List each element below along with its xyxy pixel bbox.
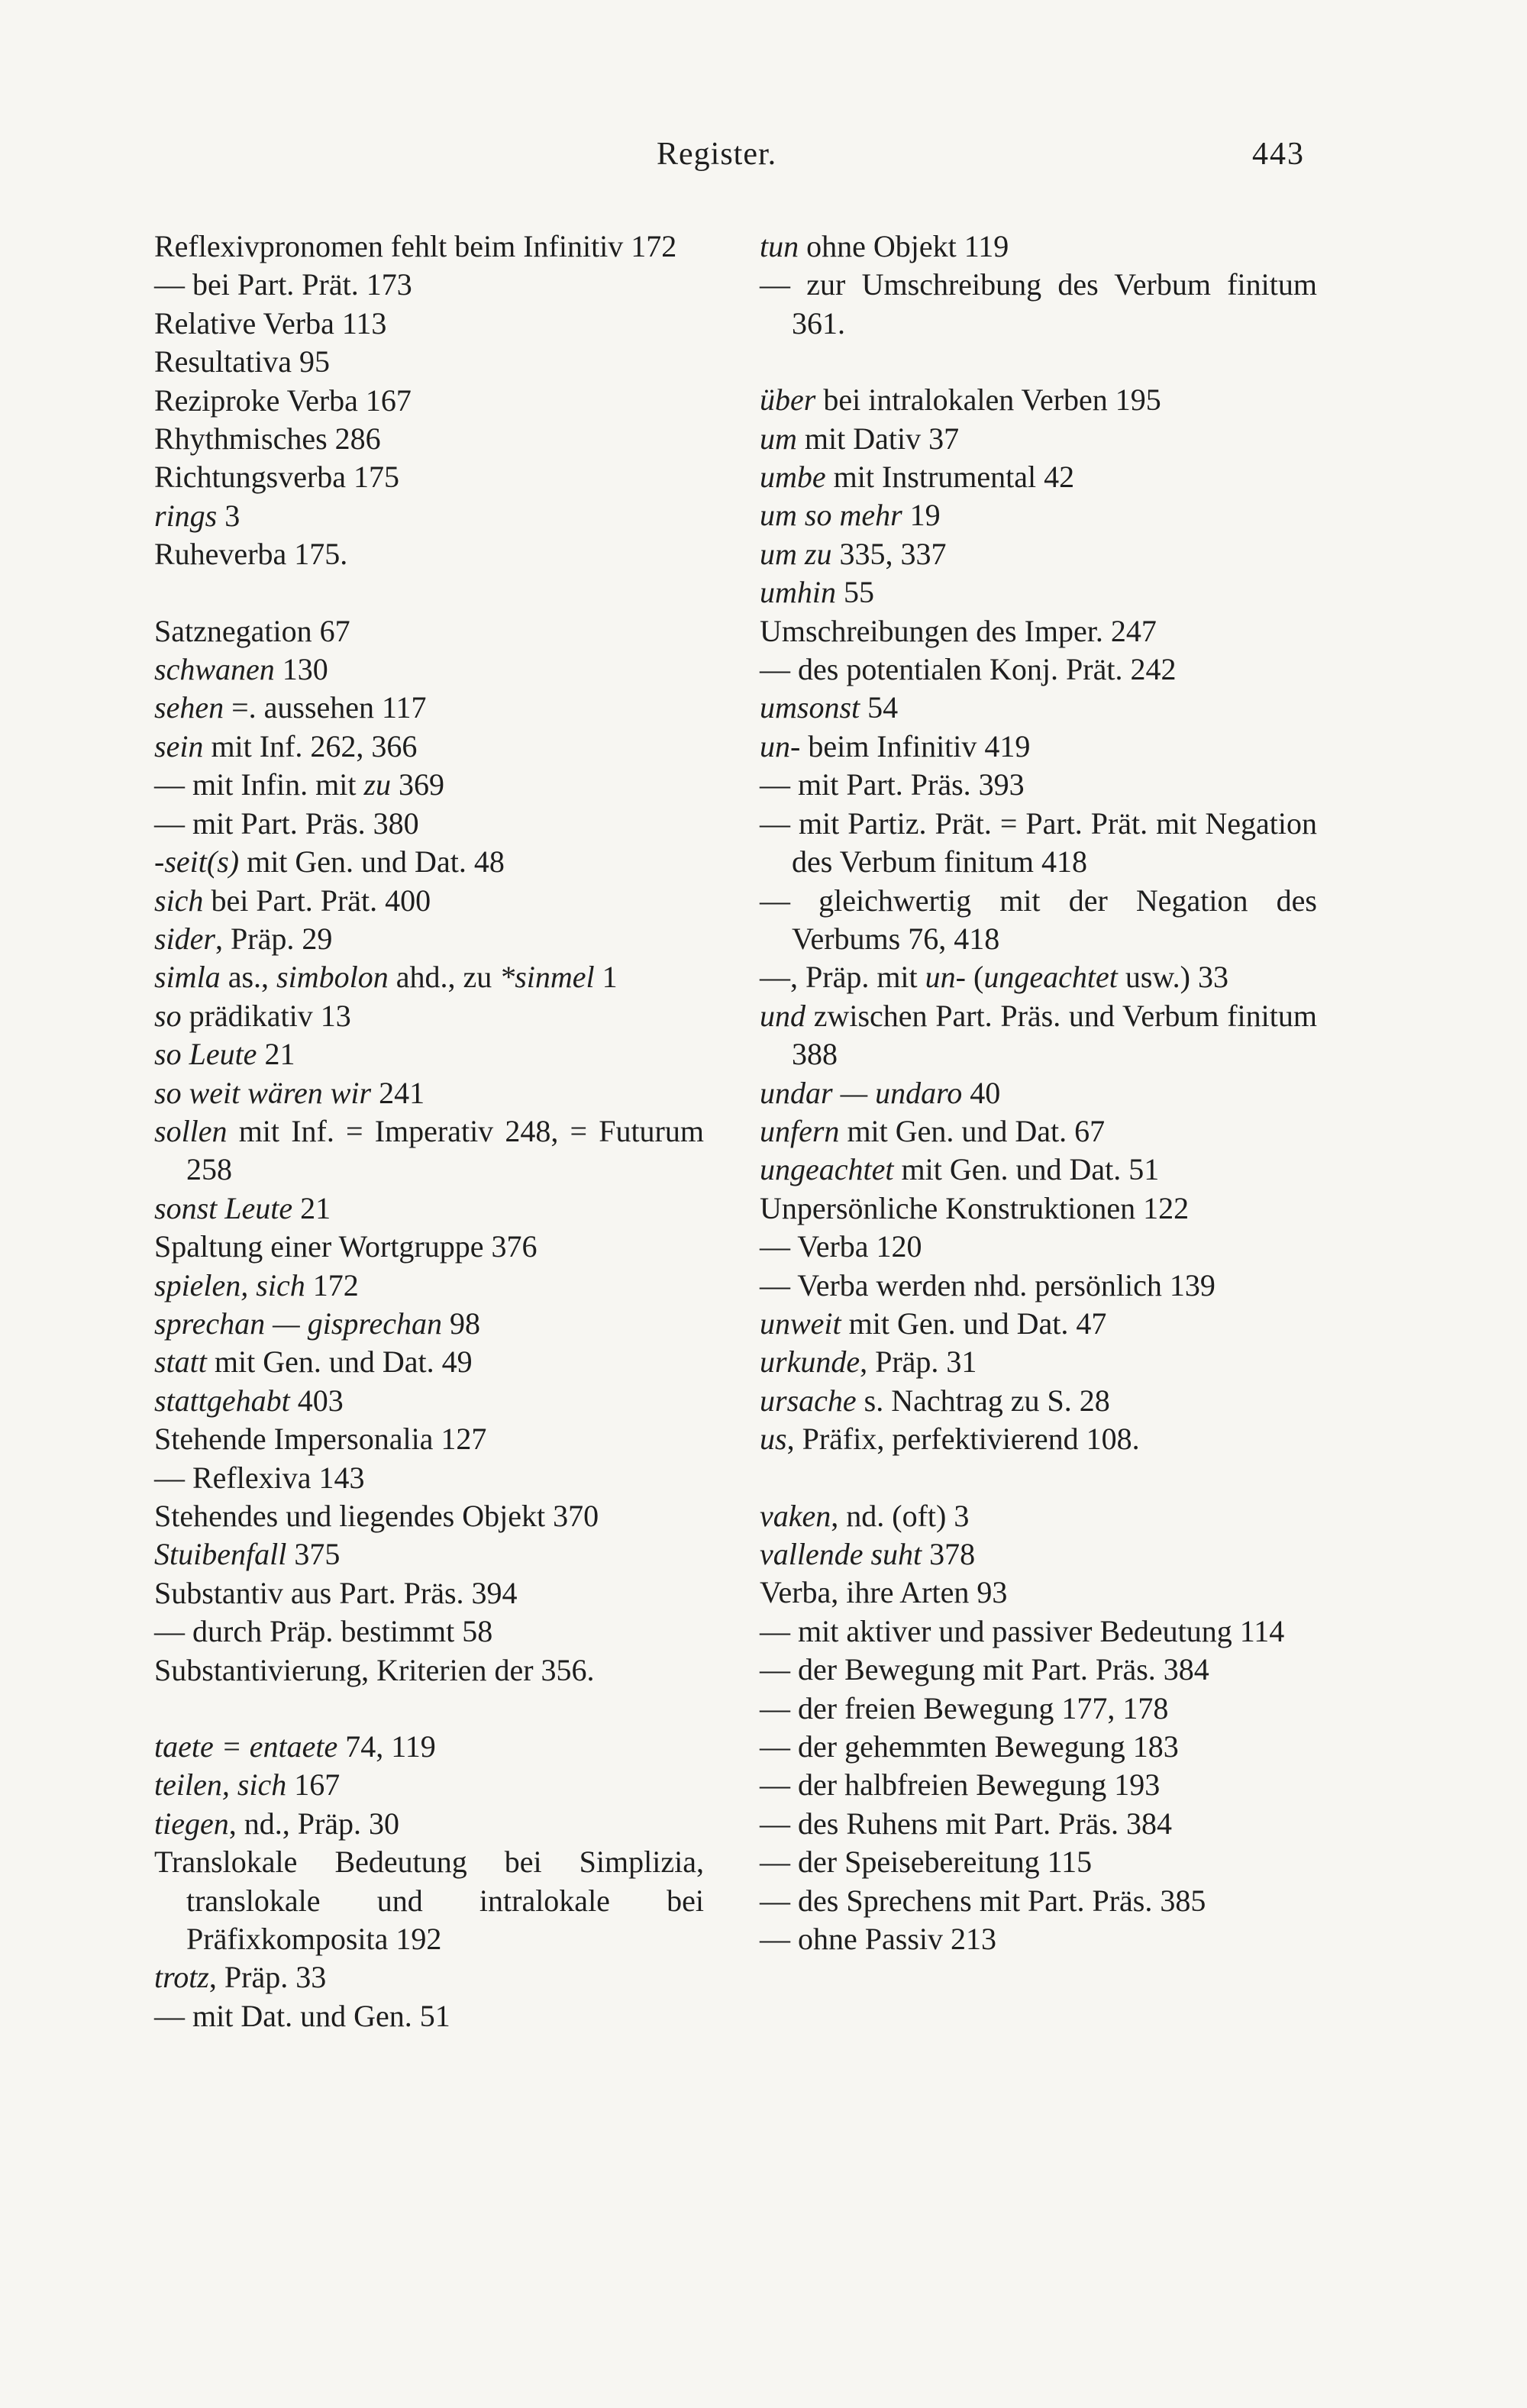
index-text: prädikativ 13 xyxy=(181,998,351,1033)
index-text: —, Präp. mit xyxy=(760,960,925,995)
index-entry xyxy=(760,266,1317,343)
index-entry xyxy=(760,1189,1317,1228)
index-term-italic: ungeachtet xyxy=(983,960,1118,995)
index-entry xyxy=(760,1574,1317,1612)
index-entry xyxy=(154,1189,704,1228)
index-term-italic: tun xyxy=(760,229,799,263)
index-text: — bei Part. Prät. 173 xyxy=(154,267,412,302)
index-text: Reflexivpronomen fehlt beim Infinitiv 172 xyxy=(154,229,677,263)
index-text: Relative Verba 113 xyxy=(154,305,387,341)
index-entry xyxy=(760,958,1317,996)
index-term-italic: sich xyxy=(154,883,204,918)
index-entry xyxy=(154,1074,704,1112)
index-entry xyxy=(760,1112,1317,1151)
index-entry xyxy=(154,1459,704,1497)
index-term-italic: simbolon xyxy=(276,960,389,995)
index-term-italic: um so mehr xyxy=(760,498,902,533)
index-text: 335, 337 xyxy=(831,536,947,571)
index-text: 172 xyxy=(305,1267,359,1302)
index-text: — des potentialen Konj. Prät. 242 xyxy=(760,652,1177,687)
index-text: , nd., Präp. 30 xyxy=(228,1806,400,1841)
index-text: zwischen Part. Präs. und Verbum finitum 388 xyxy=(792,998,1317,1072)
index-term-italic: ungeachtet xyxy=(760,1152,894,1187)
index-text: — zur Umschreibung des Verbum finitum 361. xyxy=(760,267,1317,341)
index-text: — der freien Bewegung 177, 178 xyxy=(760,1690,1169,1725)
index-entry xyxy=(154,1420,704,1458)
index-term-italic: ursache xyxy=(760,1383,857,1418)
index-text: ohne Objekt 119 xyxy=(799,229,1009,263)
index-entry xyxy=(760,612,1317,650)
index-entry xyxy=(154,535,704,573)
index-entry xyxy=(154,420,704,458)
index-text: mit Gen. und Dat. 49 xyxy=(206,1344,473,1380)
index-entry xyxy=(154,920,704,958)
index-text: — mit Partiz. Prät. = Part. Prät. mit Negation des Verbum finitum 418 xyxy=(760,805,1317,880)
index-text: 40 xyxy=(962,1075,1001,1110)
index-term-italic: sollen xyxy=(154,1113,228,1148)
index-text: 403 xyxy=(289,1383,344,1418)
index-text: 21 xyxy=(257,1037,295,1072)
running-title: Register. xyxy=(657,137,777,172)
index-text: — der Bewegung mit Part. Präs. 384 xyxy=(760,1652,1209,1687)
index-term-italic: so weit wären wir xyxy=(154,1075,372,1110)
index-entry xyxy=(154,766,704,804)
index-term-italic: -seit(s) xyxy=(154,844,240,880)
index-entry xyxy=(154,1728,704,1766)
index-term-italic: zu xyxy=(363,767,392,802)
index-entry xyxy=(760,496,1317,534)
index-term-italic: umhin xyxy=(760,575,836,610)
index-entry xyxy=(154,1997,704,2035)
index-text: — mit Part. Präs. 393 xyxy=(760,767,1025,802)
index-entry xyxy=(760,1497,1317,1535)
index-term-italic: un- xyxy=(925,960,966,995)
index-text: 21 xyxy=(292,1190,331,1225)
index-text: 167 xyxy=(286,1767,341,1803)
index-text: — der gehemmten Bewegung 183 xyxy=(760,1729,1179,1764)
index-text: 54 xyxy=(860,690,899,725)
index-text: Stehende Impersonalia 127 xyxy=(154,1422,487,1457)
index-entry xyxy=(760,1843,1317,1881)
index-text: 241 xyxy=(371,1075,425,1110)
index-term-italic: vallende suht xyxy=(760,1537,922,1571)
index-text: Translokale Bedeutung bei Simplizia, translokale und intralokale bei Präfixkomposita 192 xyxy=(154,1845,704,1957)
index-text: mit Dativ 37 xyxy=(796,421,960,456)
index-entry xyxy=(154,1228,704,1266)
index-text: s. Nachtrag zu S. 28 xyxy=(856,1383,1110,1418)
index-text: — der halbfreien Bewegung 193 xyxy=(760,1767,1161,1803)
index-term-italic: sein xyxy=(154,728,204,763)
index-text: beim Infinitiv 419 xyxy=(800,728,1031,763)
index-text: usw.) 33 xyxy=(1117,960,1229,995)
index-entry xyxy=(760,997,1317,1074)
page-number: 443 xyxy=(1252,137,1305,172)
index-entry xyxy=(760,1612,1317,1651)
index-text: Ruheverba 175. xyxy=(154,537,348,572)
index-text: Unpersönliche Konstruktionen 122 xyxy=(760,1190,1190,1225)
index-text: , Präp. 31 xyxy=(860,1344,977,1380)
index-entry xyxy=(760,228,1317,266)
page-header xyxy=(0,136,1527,182)
index-text: mit Instrumental 42 xyxy=(825,460,1075,495)
index-text: 375 xyxy=(286,1537,341,1572)
index-entry xyxy=(154,305,704,343)
section-gap xyxy=(154,574,704,612)
index-text: ( xyxy=(966,960,984,995)
index-entry xyxy=(154,1382,704,1420)
index-text: bei Part. Prät. 400 xyxy=(203,883,431,918)
index-text: Stehendes und liegendes Objekt 370 xyxy=(154,1499,599,1533)
index-text: — Verba 120 xyxy=(760,1229,922,1264)
section-gap xyxy=(154,1690,704,1728)
index-text: — des Sprechens mit Part. Präs. 385 xyxy=(760,1883,1206,1918)
index-entry xyxy=(154,266,704,304)
index-entry xyxy=(154,1305,704,1343)
index-text: mit Inf. = Imperativ 248, = Futurum 258 xyxy=(186,1113,704,1187)
index-text: Substantivierung, Kriterien der 356. xyxy=(154,1652,595,1687)
index-entry xyxy=(760,1074,1317,1112)
index-text: mit Gen. und Dat. 48 xyxy=(239,844,505,880)
index-entry xyxy=(154,1497,704,1535)
index-text: — Reflexiva 143 xyxy=(154,1460,365,1495)
index-text: Substantiv aus Part. Präs. 394 xyxy=(154,1575,518,1610)
index-term-italic: spielen, sich xyxy=(154,1267,305,1302)
index-term-italic: taete = entaete xyxy=(154,1729,338,1764)
index-term-italic: schwanen xyxy=(154,652,275,687)
index-entry xyxy=(154,1651,704,1690)
index-term-italic: um zu xyxy=(760,536,832,571)
index-entry xyxy=(154,1958,704,1996)
index-entry xyxy=(760,458,1317,496)
index-text: Richtungsverba 175 xyxy=(154,460,400,495)
index-text: Spaltung einer Wortgruppe 376 xyxy=(154,1229,538,1264)
index-entry xyxy=(760,535,1317,573)
index-entry xyxy=(760,1651,1317,1689)
index-text: , Präp. 29 xyxy=(215,921,333,956)
index-text: — der Speisebereitung 115 xyxy=(760,1845,1093,1880)
index-entry xyxy=(154,805,704,843)
index-entry xyxy=(154,343,704,381)
index-entry xyxy=(154,1343,704,1381)
index-text: mit Inf. 262, 366 xyxy=(203,728,418,763)
index-entry xyxy=(154,1267,704,1305)
index-entry xyxy=(760,1766,1317,1804)
index-text: =. aussehen 117 xyxy=(224,690,427,725)
index-term-italic: sider xyxy=(154,921,215,956)
index-entry xyxy=(154,1612,704,1651)
right-index-column xyxy=(760,228,1317,1958)
index-text: Reziproke Verba 167 xyxy=(154,383,412,418)
index-entry xyxy=(154,689,704,727)
index-entry xyxy=(154,843,704,881)
index-entry xyxy=(154,997,704,1035)
index-text: Rhythmisches 286 xyxy=(154,421,381,457)
index-text: — ohne Passiv 213 xyxy=(760,1922,996,1957)
index-term-italic: über xyxy=(760,383,816,418)
index-entry xyxy=(154,1805,704,1843)
index-text: , Präp. 33 xyxy=(208,1960,327,1995)
index-text: — mit Dat. und Gen. 51 xyxy=(154,1998,450,2033)
index-text: 98 xyxy=(442,1306,480,1341)
index-term-italic: un- xyxy=(760,728,801,763)
index-text: mit Gen. und Dat. 47 xyxy=(841,1306,1107,1341)
index-text: Verba, ihre Arten 93 xyxy=(760,1575,1008,1610)
index-term-italic: undar — undaro xyxy=(760,1075,963,1110)
index-entry xyxy=(760,689,1317,727)
index-entry xyxy=(760,573,1317,612)
index-text: mit Gen. und Dat. 51 xyxy=(893,1152,1160,1187)
index-entry xyxy=(760,1690,1317,1728)
index-entry xyxy=(760,766,1317,804)
section-gap xyxy=(760,343,1317,381)
index-text: 3 xyxy=(217,498,241,533)
index-entry xyxy=(154,1574,704,1612)
index-entry xyxy=(760,1728,1317,1766)
index-entry xyxy=(154,1843,704,1958)
index-term-italic: Stuibenfall xyxy=(154,1537,287,1572)
index-term-italic: so xyxy=(154,998,182,1033)
index-term-italic: unweit xyxy=(760,1306,841,1341)
index-entry xyxy=(760,1535,1317,1574)
index-term-italic: teilen, sich xyxy=(154,1767,287,1803)
index-term-italic: statt xyxy=(154,1344,207,1380)
index-term-italic: rings xyxy=(154,498,218,533)
index-text: — des Ruhens mit Part. Präs. 384 xyxy=(760,1806,1172,1841)
index-entry xyxy=(760,1382,1317,1420)
index-text: , Präfix, perfektivierend 108. xyxy=(786,1422,1140,1457)
index-entry xyxy=(154,1535,704,1574)
index-term-italic: umbe xyxy=(760,460,826,495)
index-entry xyxy=(154,612,704,650)
index-entry xyxy=(760,1920,1317,1958)
index-term-italic: unfern xyxy=(760,1113,840,1148)
index-term-italic: urkunde xyxy=(760,1344,860,1380)
index-text: — Verba werden nhd. persönlich 139 xyxy=(760,1267,1215,1302)
index-text: 369 xyxy=(391,767,445,802)
index-term-italic: sehen xyxy=(154,690,224,725)
index-term-italic: us xyxy=(760,1422,787,1457)
index-text: 55 xyxy=(836,575,874,610)
index-term-italic: so Leute xyxy=(154,1037,257,1072)
index-entry xyxy=(760,805,1317,882)
index-entry xyxy=(154,958,704,996)
index-entry xyxy=(760,1151,1317,1189)
section-gap xyxy=(760,1459,1317,1497)
index-entry xyxy=(760,1305,1317,1343)
index-text: Satznegation 67 xyxy=(154,613,350,648)
index-entry xyxy=(154,497,704,535)
index-term-italic: tiegen xyxy=(154,1806,229,1841)
index-entry xyxy=(760,1882,1317,1920)
index-term-italic: umsonst xyxy=(760,690,860,725)
index-entry xyxy=(154,1112,704,1189)
index-entry xyxy=(760,728,1317,766)
index-text: as., xyxy=(220,960,277,995)
index-entry xyxy=(760,1228,1317,1266)
index-text: 130 xyxy=(274,652,328,687)
index-text: — mit aktiver und passiver Bedeutung 114 xyxy=(760,1613,1285,1648)
index-entry xyxy=(154,458,704,496)
index-term-italic: *sinmel xyxy=(499,960,595,995)
index-text: 1 xyxy=(594,960,618,995)
index-term-italic: sonst Leute xyxy=(154,1190,293,1225)
index-entry xyxy=(760,650,1317,689)
index-term-italic: sprechan — gisprechan xyxy=(154,1306,442,1341)
index-term-italic: stattgehabt xyxy=(154,1383,290,1418)
index-text: bei intralokalen Verben 195 xyxy=(815,383,1161,418)
index-text: Umschreibungen des Imper. 247 xyxy=(760,613,1157,648)
index-entry xyxy=(760,1420,1317,1458)
index-entry xyxy=(760,1805,1317,1843)
index-entry xyxy=(760,882,1317,959)
left-index-column xyxy=(154,228,704,2035)
index-entry xyxy=(154,650,704,689)
index-text: 19 xyxy=(902,498,941,533)
index-entry xyxy=(760,381,1317,419)
index-term-italic: trotz xyxy=(154,1960,209,1995)
index-text: mit Gen. und Dat. 67 xyxy=(839,1113,1106,1148)
index-term-italic: um xyxy=(760,421,797,456)
index-text: — mit Part. Präs. 380 xyxy=(154,805,419,841)
index-text: ahd., zu xyxy=(388,960,500,995)
index-term-italic: vaken xyxy=(760,1498,831,1533)
index-entry xyxy=(760,420,1317,458)
index-entry xyxy=(154,228,704,266)
index-entry xyxy=(154,728,704,766)
index-entry xyxy=(154,1035,704,1073)
index-entry xyxy=(154,382,704,420)
index-text: — gleichwertig mit der Negation des Verbums 76, 418 xyxy=(760,883,1317,956)
index-text: Resultativa 95 xyxy=(154,344,330,379)
index-term-italic: simla xyxy=(154,960,221,995)
index-term-italic: und xyxy=(760,998,805,1033)
index-entry xyxy=(760,1343,1317,1381)
index-text: — durch Präp. bestimmt 58 xyxy=(154,1614,493,1649)
index-text: 74, 119 xyxy=(337,1729,436,1764)
index-entry xyxy=(760,1267,1317,1305)
index-entry xyxy=(154,1766,704,1804)
index-text: 378 xyxy=(922,1537,976,1571)
index-entry xyxy=(154,882,704,920)
index-text: — mit Infin. mit xyxy=(154,767,364,802)
index-text: , nd. (oft) 3 xyxy=(831,1498,970,1533)
